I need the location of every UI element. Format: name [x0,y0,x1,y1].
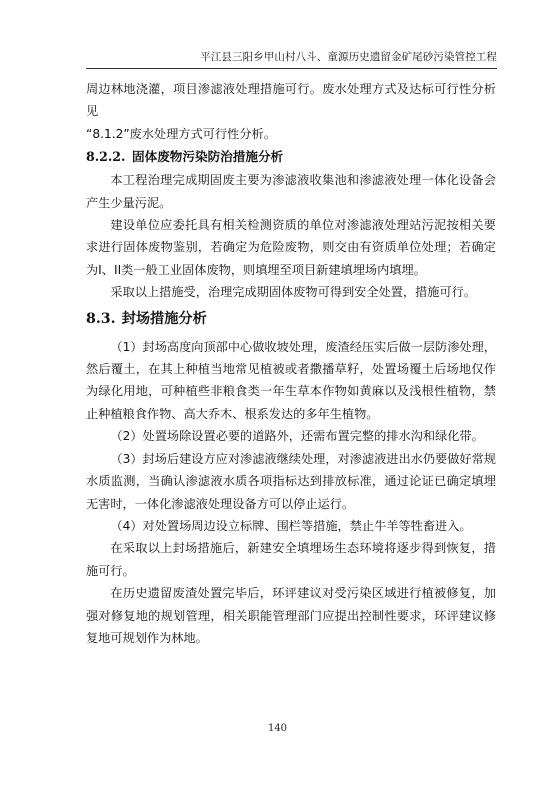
paragraph-closure-item-4: （4）对处置场周边设立标牌、围栏等措施，禁止牛羊等牲畜进入。 [110,518,472,533]
paragraph-solid-waste-sources: 本工程治理完成期固废主要为渗滤液收集池和渗滤液处理一体化设备会产生少量污泥。 [86,173,496,210]
paragraph-closure-item-3: （3）封场后建设方应对渗滤液继续处理，对渗滤液进出水仍要做好常规水质监测，当确认渗滤液水质各项指标达到排放标准，通过论证已确定填埋无害时，一体化渗滤液处理设备方可以停止运行。 [86,451,496,511]
page-content [86,78,496,649]
paragraph-sludge-identification: 建设单位应委托具有相关检测资质的单位对渗滤液处理站污泥按相关要求进行固体废物鉴别，若确定为危险废物，则交由有资质单位处理；若确定为I、II类一般工业固体废物，则填埋至项目新建填埋场内填埋。 [86,218,496,277]
heading-8-3-title: 封场措施分析 [121,310,207,327]
paragraph-continued-line-1: 周边林地浇灌，项目渗滤液处理措施可行。废水处理方式及达标可行性分析见 [86,82,496,119]
paragraph-closure-item-1: （1）封场高度向顶部中心做收坡处理，废渣经压实后做一层防渗处理，然后覆土，在其上种植当地常见植被或者撒播草籽，处置场覆土后场地仅作为绿化用地，可种植些非粮食类一年生草本作物如黄麻以及浅根性植物，禁止种植粮食作物、高大乔木、根系发达的多年生植物。 [86,339,496,421]
paragraph-restoration-recommendation: 在历史遗留废渣处置完毕后，环评建议对受污染区域进行植被修复，加强对修复地的规划管理，相关职能管理部门应提出控制性要求，环评建议修复地可规划作为林地。 [86,586,496,645]
paragraph-solid-waste-conclusion: 采取以上措施受，治理完成期固体废物可得到安全处置，措施可行。 [110,285,477,300]
heading-8-2-2 [86,145,496,169]
page-number: 140 [267,723,288,734]
paragraph-closure-item-2: （2）处置场除设置必要的道路外，还需布置完整的排水沟和绿化带。 [110,429,484,444]
page-header [86,48,497,69]
paragraph-closure-conclusion: 在采取以上封场措施后，新建安全填埋场生态环境将逐步得到恢复，措施可行。 [86,541,496,578]
heading-8-3 [86,306,496,332]
heading-8-3-number: 8.3. [86,310,116,327]
heading-8-2-2-number: 8.2.2. [86,149,126,165]
header-title: 平江县三阳乡甲山村八斗、童源历史遗留金矿尾砂污染管控工程 [200,51,497,63]
heading-8-2-2-title: 固体废物污染防治措施分析 [132,149,284,165]
paragraph-continued-line-2: “8.1.2”废水处理方式可行性分析。 [86,126,276,141]
